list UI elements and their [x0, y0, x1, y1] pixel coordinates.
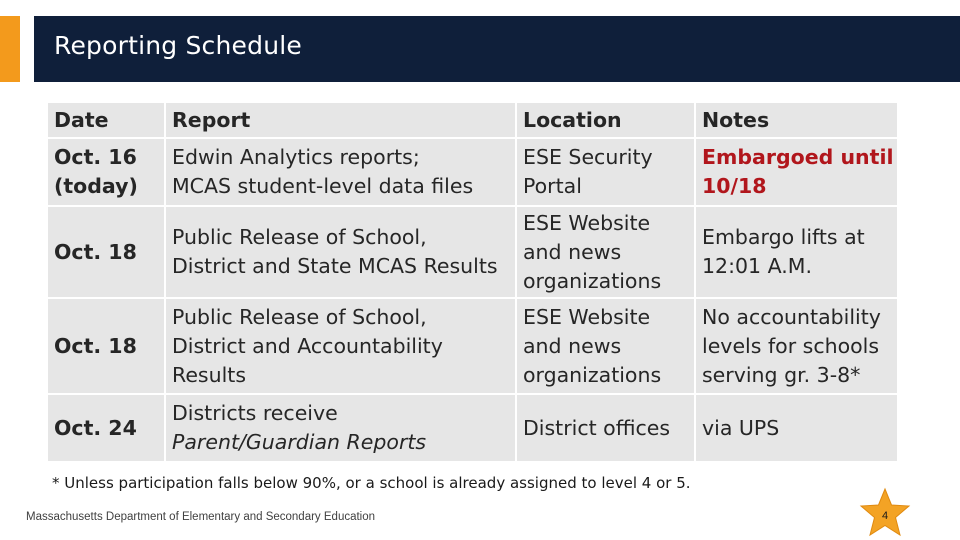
location-cell: [516, 394, 695, 462]
location-line: District offices: [523, 415, 671, 440]
notes-line: serving gr. 3-8*: [702, 362, 861, 387]
table-row: [47, 138, 898, 206]
date-line: Oct. 24: [54, 415, 137, 440]
notes-line: 12:01 A.M.: [702, 254, 812, 278]
date-line: Oct. 18: [54, 239, 137, 264]
table-row: [47, 298, 898, 394]
notes-cell-embargo: [695, 138, 898, 206]
table-row: [47, 206, 898, 298]
date-cell: [47, 298, 165, 394]
report-line-italic: Parent/Guardian Reports: [172, 430, 427, 454]
location-line: organizations: [523, 362, 662, 387]
header-date: Date: [47, 102, 165, 138]
report-line: MCAS student-level data files: [172, 174, 474, 198]
footer-organization: Massachusetts Department of Elementary and Secondary Education: [26, 511, 376, 523]
notes-cell: [695, 206, 898, 298]
location-cell: [516, 138, 695, 206]
report-cell: [165, 138, 516, 206]
report-line: Districts receive: [172, 401, 338, 425]
reporting-schedule-table: [46, 101, 899, 463]
location-line: Portal: [523, 174, 582, 198]
report-line: Public Release of School,: [172, 225, 427, 249]
table-header-row: [47, 102, 898, 138]
date-line: Oct. 18: [54, 333, 137, 358]
header-location: Location: [516, 102, 695, 138]
report-line: Public Release of School,: [172, 304, 427, 329]
date-cell: [47, 138, 165, 206]
accent-bar: [0, 16, 20, 82]
notes-line: levels for schools: [702, 333, 880, 358]
date-cell: [47, 394, 165, 462]
header-report: Report: [165, 102, 516, 138]
location-line: organizations: [523, 268, 662, 293]
location-line: ESE Security: [523, 145, 653, 169]
location-cell: [516, 206, 695, 298]
report-cell: [165, 206, 516, 298]
report-line: Edwin Analytics reports;: [172, 145, 420, 169]
notes-line: via UPS: [702, 415, 780, 440]
star-icon: [858, 487, 912, 539]
notes-cell: [695, 298, 898, 394]
report-line: District and Accountability: [172, 333, 443, 358]
page-number: 4: [881, 510, 889, 522]
table-row: [47, 394, 898, 462]
date-line: (today): [54, 174, 138, 198]
report-cell: [165, 394, 516, 462]
notes-line: 10/18: [702, 174, 767, 198]
report-line: District and State MCAS Results: [172, 254, 498, 278]
footnote: * Unless participation falls below 90%, or a school is already assigned to level 4 or 5.: [52, 474, 691, 492]
location-line: ESE Website: [523, 210, 651, 235]
notes-line: Embargoed until: [702, 145, 894, 169]
notes-cell: [695, 394, 898, 462]
location-line: ESE Website: [523, 304, 651, 329]
location-line: and news: [523, 239, 622, 264]
location-line: and news: [523, 333, 622, 358]
date-cell: [47, 206, 165, 298]
slide-title: Reporting Schedule: [54, 31, 302, 60]
report-line: Results: [172, 362, 247, 387]
date-line: Oct. 16: [54, 145, 137, 169]
header-notes: Notes: [695, 102, 898, 138]
notes-line: Embargo lifts at: [702, 225, 865, 249]
notes-line: No accountability: [702, 304, 881, 329]
location-cell: [516, 298, 695, 394]
report-cell: [165, 298, 516, 394]
